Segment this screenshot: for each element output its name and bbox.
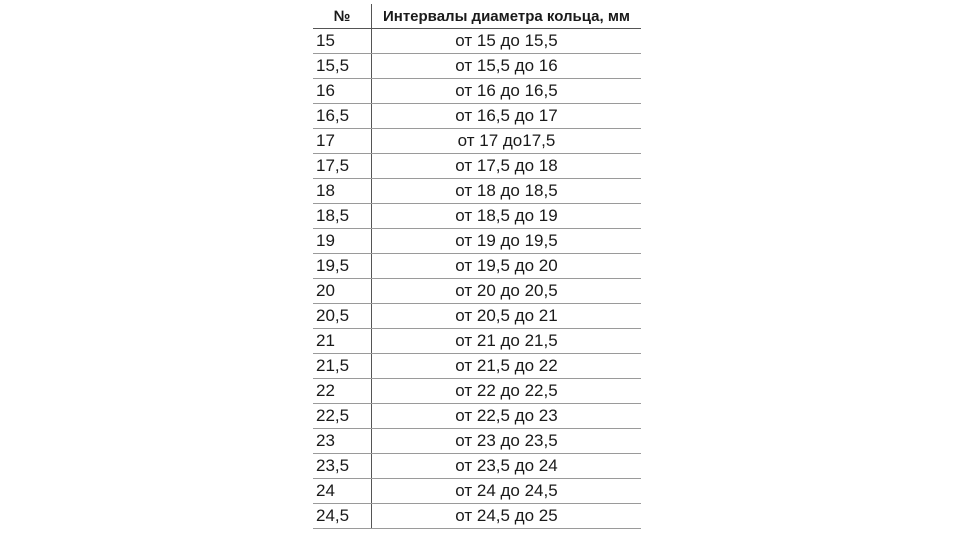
diameter-interval-cell: от 15 до 15,5 [372, 29, 642, 54]
header-row [313, 4, 641, 29]
table-row [313, 404, 641, 429]
diameter-interval-cell: от 16 до 16,5 [372, 79, 642, 104]
ring-size-cell: 19 [313, 229, 372, 254]
ring-size-cell: 20,5 [313, 304, 372, 329]
ring-size-cell: 17 [313, 129, 372, 154]
ring-size-cell: 23 [313, 429, 372, 454]
table-row [313, 204, 641, 229]
table-row [313, 154, 641, 179]
ring-size-cell: 18,5 [313, 204, 372, 229]
ring-size-cell: 17,5 [313, 154, 372, 179]
header-number: № [313, 4, 372, 29]
diameter-interval-cell: от 24,5 до 25 [372, 504, 642, 529]
ring-size-table [313, 4, 641, 529]
table-row [313, 29, 641, 54]
table-header [313, 4, 641, 29]
diameter-interval-cell: от 21,5 до 22 [372, 354, 642, 379]
table-row [313, 104, 641, 129]
table-body [313, 29, 641, 529]
table-row [313, 454, 641, 479]
table-row [313, 504, 641, 529]
ring-size-cell: 20 [313, 279, 372, 304]
diameter-interval-cell: от 22,5 до 23 [372, 404, 642, 429]
table-row [313, 429, 641, 454]
table-row [313, 229, 641, 254]
ring-size-cell: 15,5 [313, 54, 372, 79]
ring-size-cell: 23,5 [313, 454, 372, 479]
diameter-interval-cell: от 20,5 до 21 [372, 304, 642, 329]
table-row [313, 79, 641, 104]
ring-size-cell: 16,5 [313, 104, 372, 129]
diameter-interval-cell: от 19 до 19,5 [372, 229, 642, 254]
ring-size-cell: 18 [313, 179, 372, 204]
diameter-interval-cell: от 23 до 23,5 [372, 429, 642, 454]
diameter-interval-cell: от 18 до 18,5 [372, 179, 642, 204]
table-row [313, 329, 641, 354]
ring-size-cell: 21 [313, 329, 372, 354]
table-row [313, 279, 641, 304]
diameter-interval-cell: от 19,5 до 20 [372, 254, 642, 279]
table-row [313, 379, 641, 404]
ring-size-cell: 16 [313, 79, 372, 104]
ring-size-cell: 19,5 [313, 254, 372, 279]
diameter-interval-cell: от 15,5 до 16 [372, 54, 642, 79]
diameter-interval-cell: от 18,5 до 19 [372, 204, 642, 229]
table-row [313, 179, 641, 204]
table-row [313, 354, 641, 379]
diameter-interval-cell: от 16,5 до 17 [372, 104, 642, 129]
diameter-interval-cell: от 23,5 до 24 [372, 454, 642, 479]
table-row [313, 304, 641, 329]
diameter-interval-cell: от 17 до17,5 [372, 129, 642, 154]
table-row [313, 254, 641, 279]
table-row [313, 479, 641, 504]
diameter-interval-cell: от 20 до 20,5 [372, 279, 642, 304]
diameter-interval-cell: от 21 до 21,5 [372, 329, 642, 354]
ring-size-cell: 22,5 [313, 404, 372, 429]
diameter-interval-cell: от 24 до 24,5 [372, 479, 642, 504]
ring-size-cell: 21,5 [313, 354, 372, 379]
table-row [313, 129, 641, 154]
diameter-interval-cell: от 17,5 до 18 [372, 154, 642, 179]
ring-size-cell: 15 [313, 29, 372, 54]
header-interval: Интервалы диаметра кольца, мм [372, 4, 642, 29]
ring-size-cell: 22 [313, 379, 372, 404]
table-row [313, 54, 641, 79]
ring-size-cell: 24 [313, 479, 372, 504]
diameter-interval-cell: от 22 до 22,5 [372, 379, 642, 404]
ring-size-cell: 24,5 [313, 504, 372, 529]
